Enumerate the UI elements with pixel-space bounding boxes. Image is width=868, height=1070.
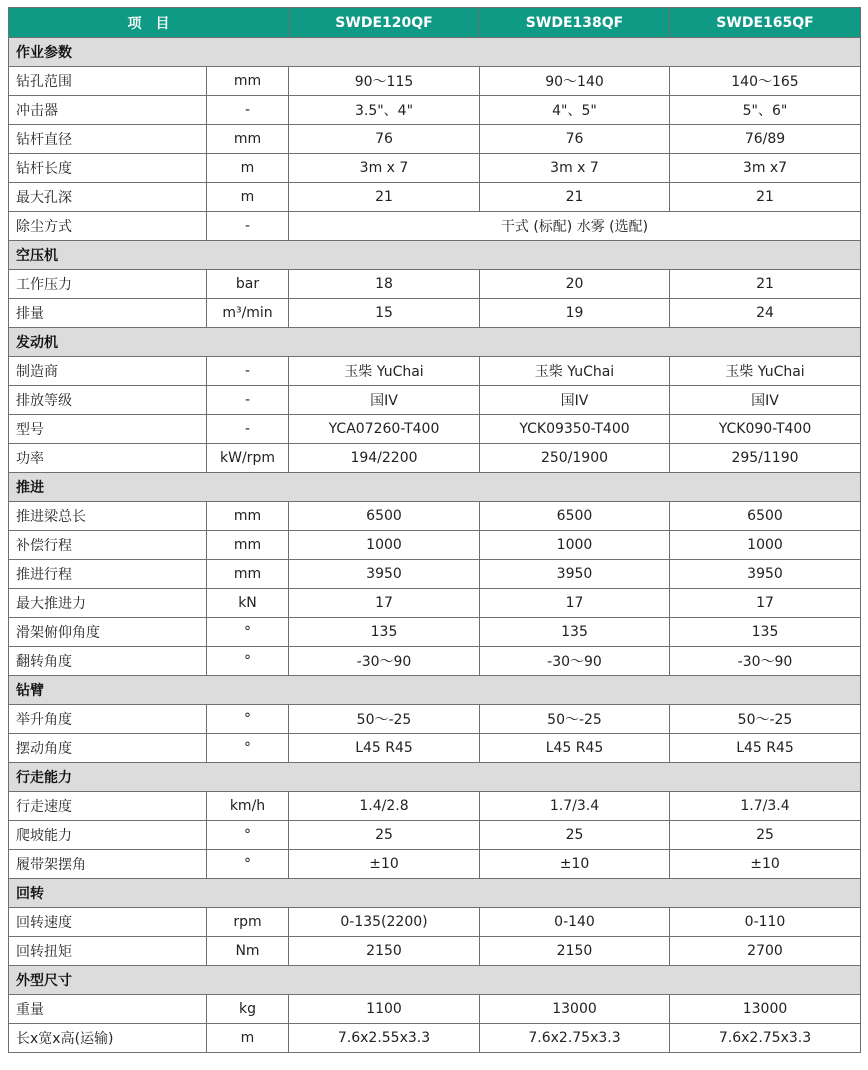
param-value-model-3: 50～-25 bbox=[670, 705, 861, 734]
param-value-model-2: 19 bbox=[480, 299, 670, 328]
model-header-2: SWDE138QF bbox=[480, 8, 670, 38]
section-row bbox=[9, 879, 861, 908]
param-value-model-2: 2150 bbox=[480, 937, 670, 966]
table-row bbox=[9, 937, 861, 966]
param-value-model-2: 4"、5" bbox=[480, 96, 670, 125]
param-value-model-3: 3m x7 bbox=[670, 154, 861, 183]
param-unit: Nm bbox=[207, 937, 289, 966]
param-value-model-3: YCK090-T400 bbox=[670, 415, 861, 444]
param-unit: ° bbox=[207, 647, 289, 676]
param-value-model-1: -30～90 bbox=[289, 647, 480, 676]
param-value-model-2: ±10 bbox=[480, 850, 670, 879]
param-value-model-1: 玉柴 YuChai bbox=[289, 357, 480, 386]
param-unit: ° bbox=[207, 821, 289, 850]
param-value-model-3: 玉柴 YuChai bbox=[670, 357, 861, 386]
param-value-model-3: 24 bbox=[670, 299, 861, 328]
param-value-model-1: 135 bbox=[289, 618, 480, 647]
section-row bbox=[9, 966, 861, 995]
table-row bbox=[9, 647, 861, 676]
section-row bbox=[9, 763, 861, 792]
table-row bbox=[9, 183, 861, 212]
table-row bbox=[9, 792, 861, 821]
param-value-model-2: 1000 bbox=[480, 531, 670, 560]
param-value-model-2: 玉柴 YuChai bbox=[480, 357, 670, 386]
table-row bbox=[9, 212, 861, 241]
param-value-model-3: 135 bbox=[670, 618, 861, 647]
table-row bbox=[9, 299, 861, 328]
param-unit: mm bbox=[207, 531, 289, 560]
param-name: 型号 bbox=[9, 415, 207, 444]
table-row bbox=[9, 1024, 861, 1053]
param-value-model-3: 2700 bbox=[670, 937, 861, 966]
param-name: 除尘方式 bbox=[9, 212, 207, 241]
param-value-model-3: 17 bbox=[670, 589, 861, 618]
section-row bbox=[9, 38, 861, 67]
param-value-model-3: 13000 bbox=[670, 995, 861, 1024]
param-value-model-1: 1.4/2.8 bbox=[289, 792, 480, 821]
param-value-model-2: 0-140 bbox=[480, 908, 670, 937]
section-row bbox=[9, 328, 861, 357]
param-name: 钻杆长度 bbox=[9, 154, 207, 183]
param-name: 回转扭矩 bbox=[9, 937, 207, 966]
section-title: 外型尺寸 bbox=[9, 966, 861, 995]
param-name: 回转速度 bbox=[9, 908, 207, 937]
spec-table-container bbox=[8, 7, 860, 1053]
param-value-model-3: 21 bbox=[670, 183, 861, 212]
table-row bbox=[9, 734, 861, 763]
table-row bbox=[9, 415, 861, 444]
param-value-model-3: 76/89 bbox=[670, 125, 861, 154]
param-value-model-3: 295/1190 bbox=[670, 444, 861, 473]
param-value-model-1: 3m x 7 bbox=[289, 154, 480, 183]
param-name: 推进梁总长 bbox=[9, 502, 207, 531]
param-value-model-3: 5"、6" bbox=[670, 96, 861, 125]
param-value-model-2: 76 bbox=[480, 125, 670, 154]
param-name: 最大推进力 bbox=[9, 589, 207, 618]
param-value-model-2: 17 bbox=[480, 589, 670, 618]
param-name: 滑架俯仰角度 bbox=[9, 618, 207, 647]
param-unit: - bbox=[207, 357, 289, 386]
section-title: 推进 bbox=[9, 473, 861, 502]
param-name: 工作压力 bbox=[9, 270, 207, 299]
param-value-model-2: 6500 bbox=[480, 502, 670, 531]
param-name: 钻杆直径 bbox=[9, 125, 207, 154]
param-value-model-1: 25 bbox=[289, 821, 480, 850]
param-value-model-2: 50～-25 bbox=[480, 705, 670, 734]
param-unit: kg bbox=[207, 995, 289, 1024]
param-value-model-2: 3m x 7 bbox=[480, 154, 670, 183]
item-header: 项 目 bbox=[9, 8, 289, 38]
spec-table bbox=[8, 7, 861, 1053]
param-value-model-2: 21 bbox=[480, 183, 670, 212]
table-row bbox=[9, 705, 861, 734]
model-header-1: SWDE120QF bbox=[289, 8, 480, 38]
param-unit: kN bbox=[207, 589, 289, 618]
param-value-model-1: 2150 bbox=[289, 937, 480, 966]
param-value-model-1: 0-135(2200) bbox=[289, 908, 480, 937]
param-value-model-3: L45 R45 bbox=[670, 734, 861, 763]
table-row bbox=[9, 67, 861, 96]
param-name: 行走速度 bbox=[9, 792, 207, 821]
table-row bbox=[9, 531, 861, 560]
param-value-model-3: -30～90 bbox=[670, 647, 861, 676]
param-unit: km/h bbox=[207, 792, 289, 821]
table-row bbox=[9, 357, 861, 386]
table-row bbox=[9, 96, 861, 125]
table-row bbox=[9, 589, 861, 618]
param-value-model-2: 3950 bbox=[480, 560, 670, 589]
param-name: 排量 bbox=[9, 299, 207, 328]
section-title: 回转 bbox=[9, 879, 861, 908]
section-title: 发动机 bbox=[9, 328, 861, 357]
param-value-model-1: 76 bbox=[289, 125, 480, 154]
param-name: 制造商 bbox=[9, 357, 207, 386]
param-value-model-3: 6500 bbox=[670, 502, 861, 531]
param-value-model-1: 194/2200 bbox=[289, 444, 480, 473]
param-value-model-3: 140～165 bbox=[670, 67, 861, 96]
param-unit: - bbox=[207, 212, 289, 241]
table-row bbox=[9, 908, 861, 937]
param-value-model-1: 90～115 bbox=[289, 67, 480, 96]
param-value-model-2: 25 bbox=[480, 821, 670, 850]
param-name: 钻孔范围 bbox=[9, 67, 207, 96]
param-name: 长x宽x高(运输) bbox=[9, 1024, 207, 1053]
param-unit: rpm bbox=[207, 908, 289, 937]
param-unit: - bbox=[207, 96, 289, 125]
section-title: 行走能力 bbox=[9, 763, 861, 792]
param-value-model-1: L45 R45 bbox=[289, 734, 480, 763]
param-name: 冲击器 bbox=[9, 96, 207, 125]
param-value-model-1: 3950 bbox=[289, 560, 480, 589]
table-header bbox=[9, 8, 861, 38]
param-value-model-2: 135 bbox=[480, 618, 670, 647]
table-row bbox=[9, 560, 861, 589]
param-unit: mm bbox=[207, 67, 289, 96]
table-row bbox=[9, 270, 861, 299]
param-value-model-1: ±10 bbox=[289, 850, 480, 879]
table-row bbox=[9, 386, 861, 415]
param-name: 翻转角度 bbox=[9, 647, 207, 676]
table-row bbox=[9, 850, 861, 879]
param-value-model-1: 50～-25 bbox=[289, 705, 480, 734]
param-value-model-3: 0-110 bbox=[670, 908, 861, 937]
param-unit: kW/rpm bbox=[207, 444, 289, 473]
param-value-model-3: 3950 bbox=[670, 560, 861, 589]
param-value-model-2: 90～140 bbox=[480, 67, 670, 96]
param-unit: ° bbox=[207, 734, 289, 763]
param-name: 重量 bbox=[9, 995, 207, 1024]
param-value-model-1: 国IV bbox=[289, 386, 480, 415]
param-unit: bar bbox=[207, 270, 289, 299]
param-value-model-2: 7.6x2.75x3.3 bbox=[480, 1024, 670, 1053]
param-name: 摆动角度 bbox=[9, 734, 207, 763]
table-row bbox=[9, 995, 861, 1024]
section-row bbox=[9, 241, 861, 270]
param-value-model-3: ±10 bbox=[670, 850, 861, 879]
param-value-model-1: 7.6x2.55x3.3 bbox=[289, 1024, 480, 1053]
table-row bbox=[9, 154, 861, 183]
param-unit: m bbox=[207, 183, 289, 212]
section-row bbox=[9, 676, 861, 705]
param-name: 功率 bbox=[9, 444, 207, 473]
param-name: 补偿行程 bbox=[9, 531, 207, 560]
param-value-model-2: 13000 bbox=[480, 995, 670, 1024]
param-unit: - bbox=[207, 386, 289, 415]
param-value-model-3: 国IV bbox=[670, 386, 861, 415]
param-value-model-3: 1000 bbox=[670, 531, 861, 560]
param-unit: ° bbox=[207, 850, 289, 879]
section-title: 作业参数 bbox=[9, 38, 861, 67]
param-value-model-2: YCK09350-T400 bbox=[480, 415, 670, 444]
param-unit: m bbox=[207, 1024, 289, 1053]
param-unit: m³/min bbox=[207, 299, 289, 328]
param-value-model-1: 1100 bbox=[289, 995, 480, 1024]
param-value-model-1: 1000 bbox=[289, 531, 480, 560]
param-value-model-3: 7.6x2.75x3.3 bbox=[670, 1024, 861, 1053]
table-row bbox=[9, 444, 861, 473]
param-value-model-3: 25 bbox=[670, 821, 861, 850]
param-value-model-1: 15 bbox=[289, 299, 480, 328]
table-row bbox=[9, 502, 861, 531]
param-unit: mm bbox=[207, 125, 289, 154]
param-value-model-1: 18 bbox=[289, 270, 480, 299]
param-value-model-2: 国IV bbox=[480, 386, 670, 415]
param-value-model-3: 1.7/3.4 bbox=[670, 792, 861, 821]
table-row bbox=[9, 125, 861, 154]
param-value-model-3: 21 bbox=[670, 270, 861, 299]
param-value-model-2: 1.7/3.4 bbox=[480, 792, 670, 821]
param-value-model-2: L45 R45 bbox=[480, 734, 670, 763]
param-name: 推进行程 bbox=[9, 560, 207, 589]
param-name: 举升角度 bbox=[9, 705, 207, 734]
section-title: 钻臂 bbox=[9, 676, 861, 705]
param-value-model-1: 6500 bbox=[289, 502, 480, 531]
param-value-model-1: 3.5"、4" bbox=[289, 96, 480, 125]
param-unit: mm bbox=[207, 502, 289, 531]
section-row bbox=[9, 473, 861, 502]
param-name: 最大孔深 bbox=[9, 183, 207, 212]
param-value-model-2: 20 bbox=[480, 270, 670, 299]
param-unit: ° bbox=[207, 618, 289, 647]
table-row bbox=[9, 618, 861, 647]
param-value-merged: 干式 (标配) 水雾 (选配) bbox=[289, 212, 861, 241]
param-name: 履带架摆角 bbox=[9, 850, 207, 879]
param-name: 爬坡能力 bbox=[9, 821, 207, 850]
param-unit: - bbox=[207, 415, 289, 444]
param-value-model-2: -30～90 bbox=[480, 647, 670, 676]
section-title: 空压机 bbox=[9, 241, 861, 270]
table-body bbox=[9, 38, 861, 1053]
param-unit: m bbox=[207, 154, 289, 183]
param-unit: ° bbox=[207, 705, 289, 734]
table-row bbox=[9, 821, 861, 850]
model-header-3: SWDE165QF bbox=[670, 8, 861, 38]
param-unit: mm bbox=[207, 560, 289, 589]
param-name: 排放等级 bbox=[9, 386, 207, 415]
param-value-model-1: 21 bbox=[289, 183, 480, 212]
param-value-model-2: 250/1900 bbox=[480, 444, 670, 473]
param-value-model-1: YCA07260-T400 bbox=[289, 415, 480, 444]
param-value-model-1: 17 bbox=[289, 589, 480, 618]
